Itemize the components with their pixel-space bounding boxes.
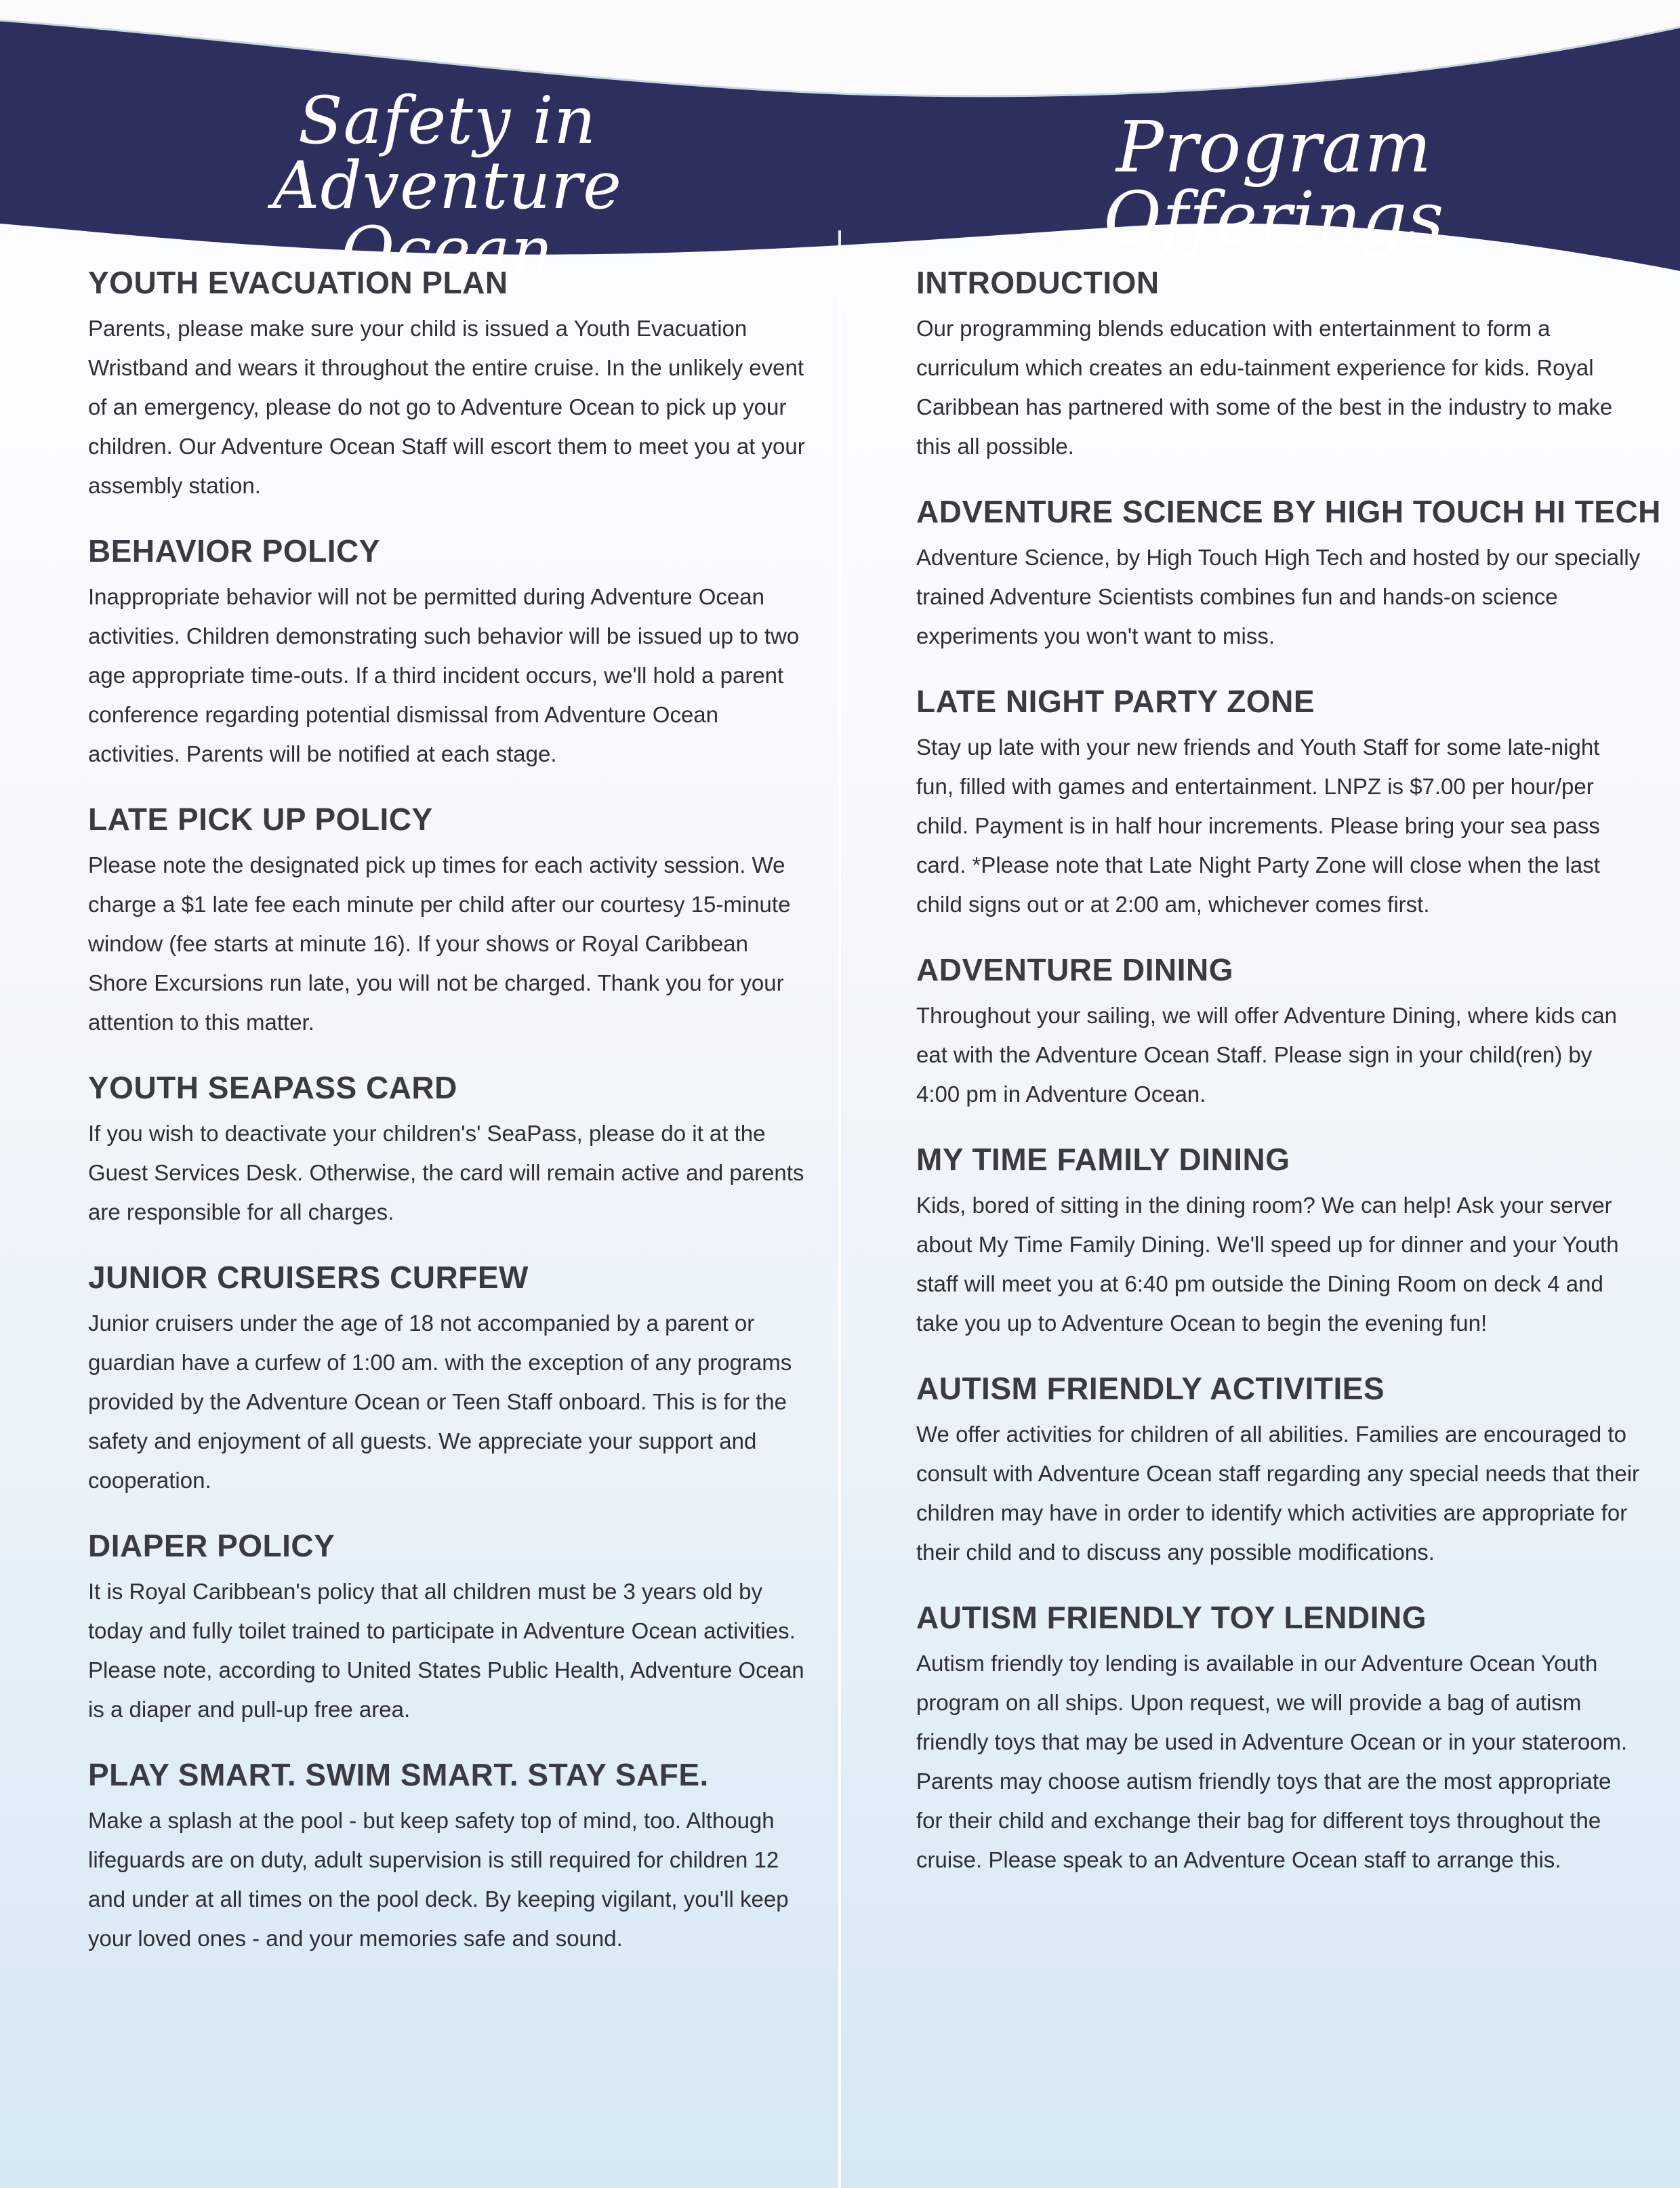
section-introduction (916, 264, 1641, 466)
section-diaper-policy (88, 1527, 806, 1729)
section-heading: INTRODUCTION (916, 265, 1160, 300)
section-youth-evacuation-plan (88, 264, 806, 505)
section-play-smart (88, 1756, 806, 1958)
section-late-pick-up-policy (88, 801, 806, 1042)
section-body: Stay up late with your new friends and Youth Staff for some late-night fun, filled with games and entertainment. LNPZ is $7.00 per hour/per child. Payment is in half hour increments. Please bring your sea pass card. *Please note that Late Night Party Zone will close when the last child signs out or at 2:00 am, whichever comes first. (916, 735, 1600, 917)
section-body: If you wish to deactivate your children's' SeaPass, please do it at the Guest Services Desk. Otherwise, the card will remain active and parents are responsible for all charges. (88, 1121, 804, 1224)
section-body: Junior cruisers under the age of 18 not accompanied by a parent or guardian have a curfew of 1:00 am. with the exception of any programs provided by the Adventure Ocean or Teen Staff onboard. This is for the safety and enjoyment of all guests. We appreciate your support and cooperation. (88, 1310, 792, 1493)
section-autism-friendly-activities (916, 1370, 1641, 1572)
section-heading: ADVENTURE SCIENCE BY HIGH TOUCH HI TECH (916, 494, 1661, 529)
section-heading: AUTISM FRIENDLY ACTIVITIES (916, 1371, 1385, 1406)
section-heading: LATE NIGHT PARTY ZONE (916, 684, 1315, 719)
section-adventure-dining (916, 951, 1641, 1114)
section-body: Our programming blends education with entertainment to form a curriculum which creates an edu-tainment experience for kids. Royal Caribbean has partnered with some of the best in the industry to make this all possible. (916, 316, 1613, 459)
section-heading: BEHAVIOR POLICY (88, 533, 380, 569)
right-header-title: Program Offerings (1103, 106, 1445, 259)
safety-column (88, 264, 806, 1985)
section-late-night-party-zone (916, 683, 1641, 924)
section-junior-cruisers-curfew (88, 1259, 806, 1500)
section-body: We offer activities for children of all abilities. Families are encouraged to consult with Adventure Ocean staff regarding any special needs that their children may have in order to identify which activities are appropriate for their child and to discuss any possible modifications. (916, 1422, 1640, 1565)
section-heading: DIAPER POLICY (88, 1528, 335, 1563)
section-body: Kids, bored of sitting in the dining room? We can help! Ask your server about My Time Family Dining. We'll speed up for dinner and your Youth staff will meet you at 6:40 pm outside the Dining Room on deck 4 and take you up to Adventure Ocean to begin the evening fun! (916, 1193, 1619, 1336)
section-my-time-family-dining (916, 1141, 1641, 1343)
section-heading: YOUTH SEAPASS CARD (88, 1070, 457, 1105)
section-heading: MY TIME FAMILY DINING (916, 1142, 1290, 1177)
section-heading: AUTISM FRIENDLY TOY LENDING (916, 1600, 1427, 1635)
section-heading: LATE PICK UP POLICY (88, 802, 433, 837)
section-body: Parents, please make sure your child is issued a Youth Evacuation Wristband and wears it throughout the entire cruise. In the unlikely event of an emergency, please do not go to Adventure Ocean to pick up your children. Our Adventure Ocean Staff will escort them to meet you at your assembly station. (88, 316, 805, 498)
section-body: Inappropriate behavior will not be permitted during Adventure Ocean activities. Children demonstrating such behavior will be issued up to two age appropriate time-outs. If a third incident occurs, we'll hold a parent conference regarding potential dismissal from Adventure Ocean activities. Parents will be notified at each stage. (88, 584, 800, 766)
section-behavior-policy (88, 533, 806, 774)
section-body: Make a splash at the pool - but keep safety top of mind, too. Although lifeguards are on duty, adult supervision is still required for children 12 and under at all times on the pool deck. By keeping vigilant, you'll keep your loved ones - and your memories safe and sound. (88, 1808, 789, 1951)
section-body: Autism friendly toy lending is available in our Adventure Ocean Youth program on all ships. Upon request, we will provide a bag of autism friendly toys that may be used in Adventure Ocean or in your stateroom. Parents may choose autism friendly toys that are the most appropriate for their child and exchange their bag for different toys throughout the cruise. Please speak to an Adventure Ocean staff to arrange this. (916, 1651, 1628, 1872)
section-body: It is Royal Caribbean's policy that all children must be 3 years old by today and fully toilet trained to participate in Adventure Ocean activities. Please note, according to United States Public Health, Adventure Ocean is a diaper and pull-up free area. (88, 1579, 804, 1722)
section-heading: PLAY SMART. SWIM SMART. STAY SAFE. (88, 1757, 709, 1792)
section-autism-friendly-toy-lending (916, 1599, 1641, 1880)
section-youth-seapass-card (88, 1069, 806, 1232)
section-adventure-science (916, 493, 1661, 656)
section-heading: JUNIOR CRUISERS CURFEW (88, 1260, 529, 1295)
section-body: Throughout your sailing, we will offer Adventure Dining, where kids can eat with the Adventure Ocean Staff. Please sign in your child(ren) by 4:00 pm in Adventure Ocean. (916, 1003, 1617, 1107)
section-body: Please note the designated pick up times for each activity session. We charge a $1 late fee each minute per child after our courtesy 15-minute window (fee starts at minute 16). If your shows or Royal Caribbean Shore Excursions run late, you will not be charged. Thank you for your attention to this matter. (88, 852, 791, 1035)
program-offerings-column (916, 264, 1661, 1907)
left-title-line1: Safety in (298, 83, 597, 159)
section-heading: ADVENTURE DINING (916, 952, 1234, 987)
section-heading: YOUTH EVACUATION PLAN (88, 265, 508, 300)
column-divider (838, 230, 841, 2188)
section-body: Adventure Science, by High Touch High Tech and hosted by our specially trained Adventure Scientists combines fun and hands-on science experiments you won't want to miss. (916, 545, 1641, 648)
left-title-line2: Adventure Ocean (272, 148, 622, 289)
